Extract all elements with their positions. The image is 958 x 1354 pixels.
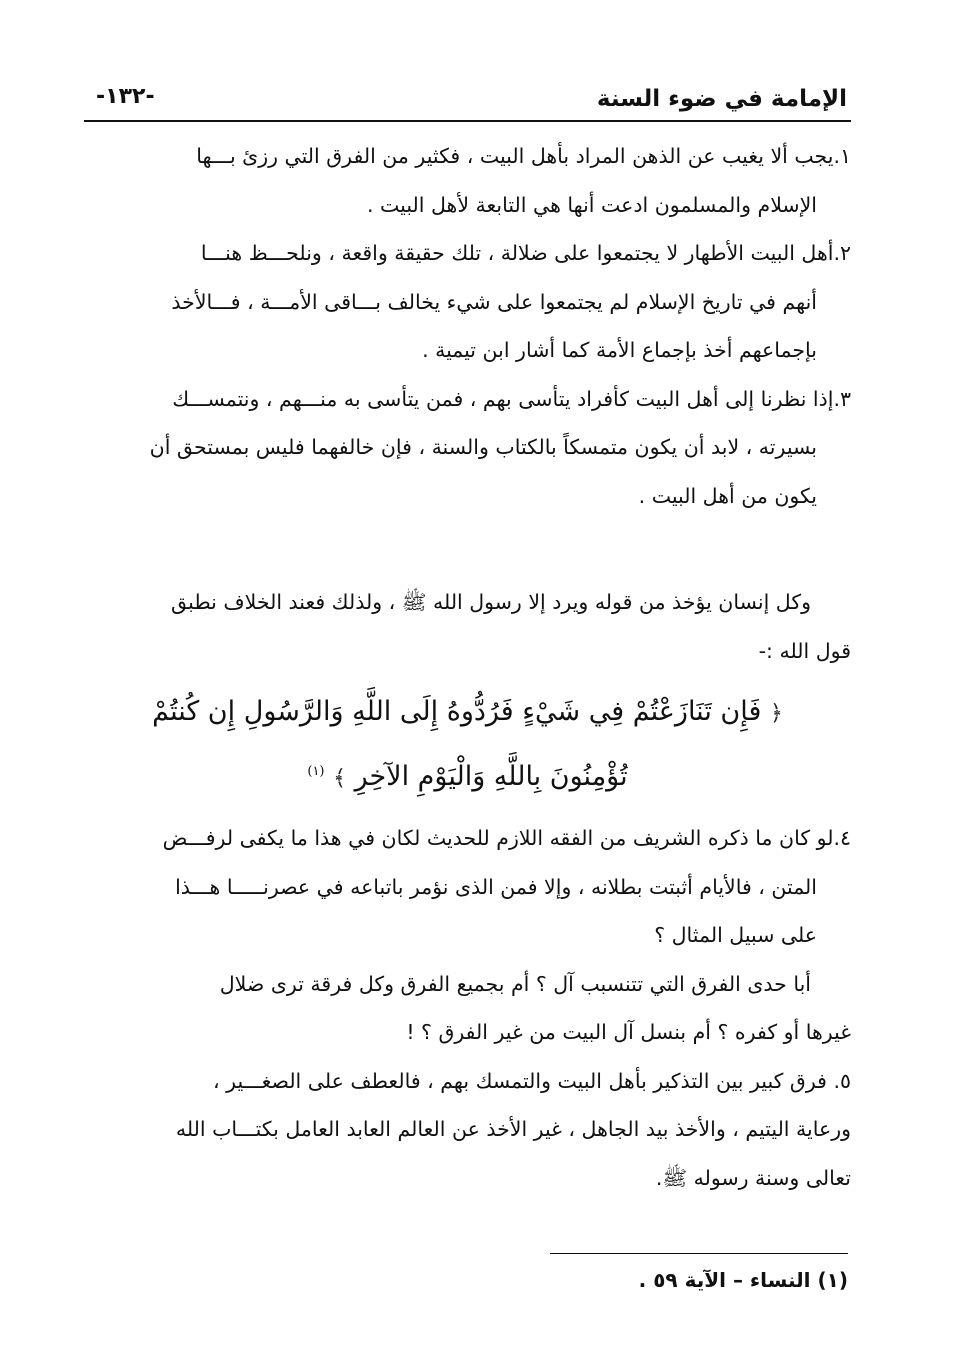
list-item-1	[84, 132, 851, 229]
footnote: (١) النساء – الآية ٥٩ .	[638, 1268, 848, 1292]
item-4-line-3: على سبيل المثال ؟	[654, 923, 817, 947]
verse-line-2	[84, 743, 851, 808]
book-title: الإمامة في ضوء السنة	[596, 86, 847, 112]
verse-text-1: فَإِن تَنَازَعْتُمْ فِي شَيْءٍ فَرُدُّوهُ إِلَى اللَّهِ وَالرَّسُولِ إِن كُنتُمْ	[152, 696, 762, 727]
item-5-line-1: ٥. فرق كبير بين التذكير بأهل البيت والتمسك بهم ، فالعطف على الصغـــير ،	[213, 1068, 851, 1093]
verse-text-2: تُؤْمِنُونَ بِاللَّهِ وَالْيَوْمِ الآخِرِ	[354, 761, 628, 792]
footnote-divider	[550, 1253, 848, 1254]
paragraph-1-line-2: قول الله :-	[758, 638, 851, 663]
item-1-line-2: الإسلام والمسلمون ادعت أنها هي التابعة لأهل البيت .	[366, 192, 817, 217]
paragraph-1-line-1: وكل إنسان يؤخذ من قوله ويرد إلا رسول الله ﷺ ، ولذلك فعند الخلاف نطبق	[171, 590, 811, 614]
item-3-line-3: يكون من أهل البيت .	[638, 483, 817, 508]
page-number: -١٣٢-	[96, 84, 155, 109]
item-4-line-1: ٤.لو كان ما ذكره الشريف من الفقه اللازم للحديث لكان في هذا ما يكفى لرفـــض	[162, 826, 851, 850]
item-5-line-2: ورعاية اليتيم ، والأخذ بيد الجاهل ، غير الأخذ عن العالم العابد العامل بكتـــاب الله	[175, 1117, 851, 1141]
paragraph-2-line-1: أبا حدى الفرق التي تتنسبب آل ؟ أم بجميع الفرق وكل فرقة ترى ضلال	[219, 971, 811, 996]
item-5-line-3: تعالى وسنة رسوله ﷺ.	[655, 1165, 851, 1190]
verse-close-bracket: ﴾	[333, 766, 346, 791]
item-3-line-1: ٣.إذا نظرنا إلى أهل البيت كأفراد يتأسى بهم ، فمن يتأسى به منـــهم ، ونتمســـك	[172, 386, 851, 411]
paragraph-2-line-2: غيرها أو كفره ؟ أم بنسل آل البيت من غير الفرق ؟ !	[406, 1020, 851, 1044]
paragraph-1	[84, 578, 851, 675]
item-3-line-2: بسيرته ، لابد أن يكون متمسكاً بالكتاب والسنة ، فإن خالفهما فليس بمستحق أن	[149, 435, 817, 459]
item-2-line-3: بإجماعهم أخذ بإجماع الأمة كما أشار ابن تيمية .	[422, 338, 817, 362]
item-2-line-2: أنهم في تاريخ الإسلام لم يجتمعوا على شيء يخالف بـــاقى الأمـــة ، فـــالأخذ	[171, 289, 817, 314]
item-1-line-1: ١.يجب ألا يغيب عن الذهن المراد بأهل البيت ، فكثير من الفرق التي رزئ بـــها	[196, 144, 851, 168]
page-body	[84, 132, 851, 1202]
verse-open-bracket: ﴿	[769, 701, 783, 726]
footnote-reference: (١)	[307, 764, 325, 779]
list-item-4	[84, 814, 851, 960]
quran-verse	[84, 683, 851, 808]
item-4-line-2: المتن ، فالأيام أثبتت بطلانه ، وإلا فمن الذى نؤمر باتباعه في عصرنـــــا هـــذا	[175, 874, 817, 899]
item-2-line-1: ٢.أهل البيت الأطهار لا يجتمعوا على ضلالة ، تلك حقيقة واقعة ، ونلحـــظ هنـــا	[200, 241, 851, 265]
page-header	[84, 80, 851, 122]
verse-line-1	[84, 683, 851, 743]
list-item-3	[84, 375, 851, 521]
list-item-5	[84, 1057, 851, 1203]
list-item-2	[84, 229, 851, 375]
spacer	[84, 520, 851, 578]
paragraph-2	[84, 960, 851, 1057]
